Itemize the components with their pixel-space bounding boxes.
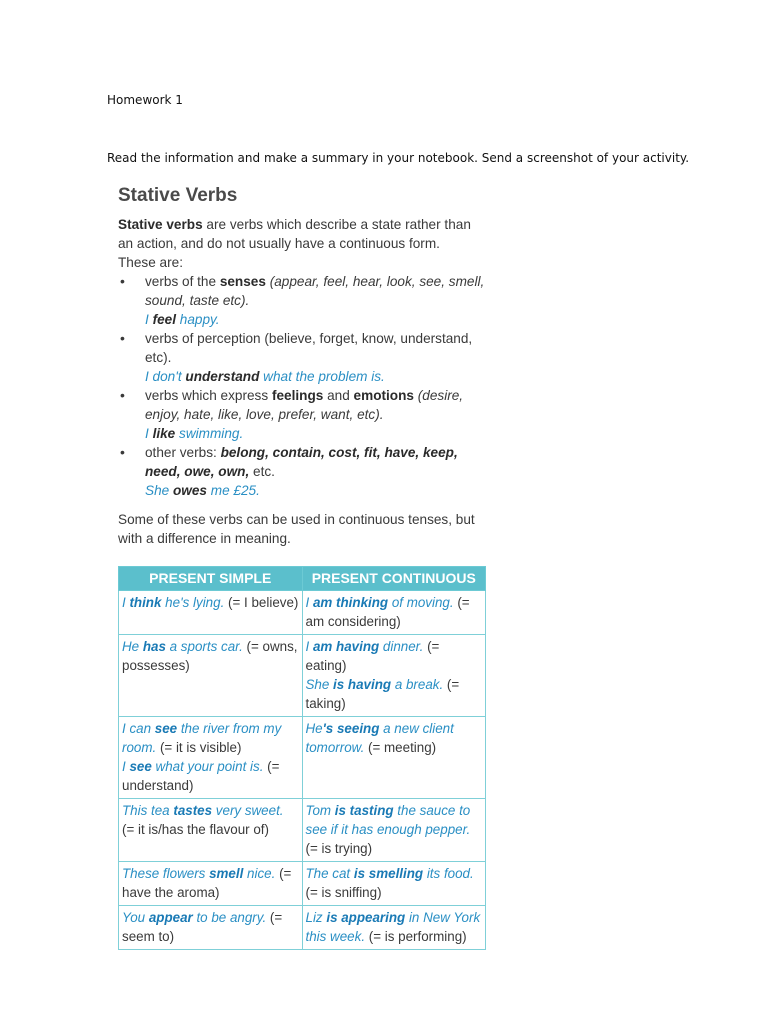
list-item: • verbs which express feelings and emotions (desire, enjoy, hate, like, love, prefer, want, etc). I like swimming. — [118, 386, 488, 443]
list-item: • verbs of the senses (appear, feel, hear, look, see, smell, sound, taste etc). I feel happy. — [118, 272, 488, 329]
header-present-simple: PRESENT SIMPLE — [119, 567, 303, 591]
example-sentence: She owes me £25. — [145, 483, 260, 498]
present-continuous-cell — [302, 862, 486, 906]
table-row — [119, 906, 486, 950]
present-simple-cell — [119, 635, 303, 717]
example-sentence: I feel happy. — [145, 312, 220, 327]
example-entry: This tea tastes very sweet. (= it is/has the flavour of) — [122, 803, 284, 837]
header-present-continuous: PRESENT CONTINUOUS — [302, 567, 486, 591]
present-continuous-cell — [302, 635, 486, 717]
example-entry: I see what your point is. (= understand) — [122, 759, 280, 793]
example-entry: Tom is tasting the sauce to see if it has enough pepper. (= is trying) — [305, 803, 471, 856]
present-simple-cell — [119, 906, 303, 950]
example-entry: I can see the river from my room. (= it is visible) — [122, 721, 282, 755]
intro-paragraph: Stative verbs are verbs which describe a state rather than an action, and do not usually have a continuous form. — [118, 217, 471, 251]
example-entry: I am having dinner. (= eating) — [305, 639, 440, 673]
example-entry: You appear to be angry. (= seem to) — [122, 910, 283, 944]
these-are-label: These are: — [118, 255, 183, 270]
example-entry: Liz is appearing in New York this week. (= is performing) — [305, 910, 481, 944]
present-simple-cell — [119, 862, 303, 906]
example-entry: She is having a break. (= taking) — [305, 677, 460, 711]
table-header-row — [119, 567, 486, 591]
example-entry: He's seeing a new client tomorrow. (= meeting) — [305, 721, 454, 755]
example-entry: He has a sports car. (= owns, possesses) — [122, 639, 298, 673]
table-row — [119, 799, 486, 862]
example-entry: I am thinking of moving. (= am considering) — [305, 595, 470, 629]
example-sentence: I don't understand what the problem is. — [145, 369, 385, 384]
closing-paragraph: Some of these verbs can be used in continuous tenses, but with a difference in meaning. — [118, 512, 475, 546]
section-heading: Stative Verbs — [118, 185, 238, 206]
homework-title: Homework 1 — [107, 93, 183, 107]
present-continuous-cell — [302, 799, 486, 862]
table-row — [119, 635, 486, 717]
stative-verbs-excerpt — [118, 183, 488, 548]
list-item: • verbs of perception (believe, forget, know, understand, etc). I don't understand what the problem is. — [118, 329, 488, 386]
table-row — [119, 862, 486, 906]
table-body — [119, 591, 486, 950]
example-entry: I think he's lying. (= I believe) — [122, 595, 299, 610]
verb-category-list — [118, 272, 488, 500]
present-simple-cell — [119, 799, 303, 862]
example-sentence: I like swimming. — [145, 426, 244, 441]
table-row — [119, 717, 486, 799]
example-entry: The cat is smelling its food. (= is sniffing) — [305, 866, 474, 900]
present-continuous-cell — [302, 717, 486, 799]
homework-instruction: Read the information and make a summary in your notebook. Send a screenshot of your activity. — [107, 151, 690, 165]
table-row — [119, 591, 486, 635]
present-simple-cell — [119, 591, 303, 635]
present-simple-cell — [119, 717, 303, 799]
example-entry: These flowers smell nice. (= have the aroma) — [122, 866, 292, 900]
simple-vs-continuous-table — [118, 566, 486, 950]
present-continuous-cell — [302, 591, 486, 635]
list-item: • other verbs: belong, contain, cost, fit, have, keep, need, owe, own, etc. She owes me £25. — [118, 443, 488, 500]
present-continuous-cell — [302, 906, 486, 950]
